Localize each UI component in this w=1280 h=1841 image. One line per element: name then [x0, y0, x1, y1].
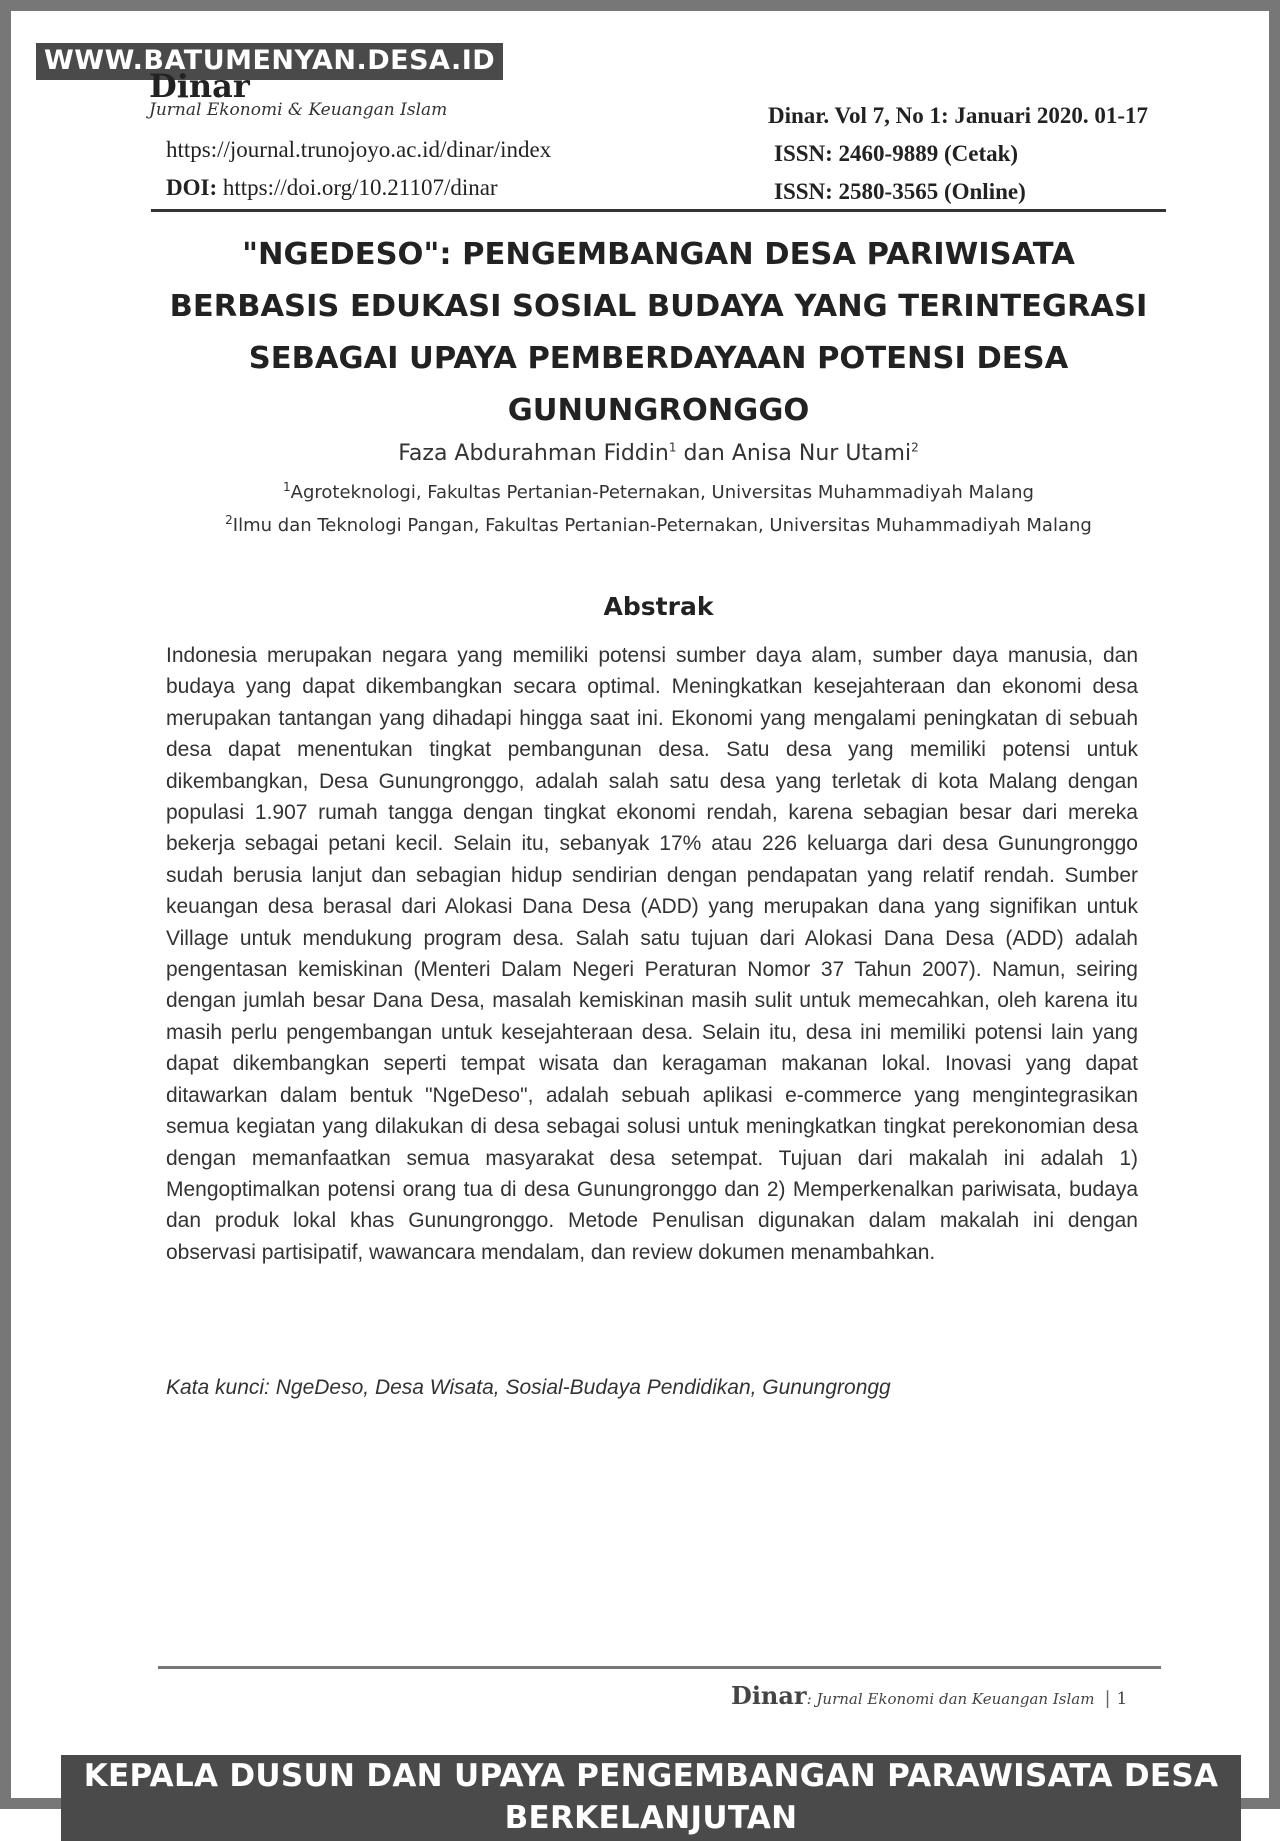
- page-number: 1: [1116, 1689, 1128, 1709]
- journal-doi-line: [166, 169, 551, 207]
- title-line: SEBAGAI UPAYA PEMBERDAYAAN POTENSI DESA: [248, 341, 1069, 376]
- issn-print: ISSN: 2460-9889 (Cetak): [774, 141, 1019, 166]
- author-name: Anisa Nur Utami: [731, 441, 912, 466]
- journal-logo-subtitle: Jurnal Ekonomi & Keuangan Islam: [149, 100, 448, 120]
- title-line: BERBASIS EDUKASI SOSIAL BUDAYA YANG TERINTEGRASI: [169, 289, 1148, 324]
- issn-online: ISSN: 2580-3565 (Online): [774, 179, 1026, 204]
- author-name: Faza Abdurahman Fiddin: [398, 441, 669, 466]
- affiliation: [151, 480, 1166, 506]
- footer-divider: [158, 1666, 1161, 1669]
- title-line: GUNUNGRONGGO: [507, 393, 810, 428]
- doi-label: DOI:: [166, 175, 218, 200]
- affiliation-text: Ilmu dan Teknologi Pangan, Fakultas Pertanian-Peternakan, Universitas Muhammadiyah Malang: [232, 515, 1092, 536]
- journal-issue-info: [768, 97, 1148, 211]
- paper-title: [151, 229, 1166, 437]
- footer-journal-name: : Jurnal Ekonomi dan Keuangan Islam: [806, 1690, 1095, 1708]
- journal-url: https://journal.trunojoyo.ac.id/dinar/index: [166, 137, 552, 162]
- journal-doi: https://doi.org/10.21107/dinar: [222, 175, 498, 200]
- affiliation-superscript: 1: [283, 480, 291, 494]
- author-superscript: 1: [668, 440, 677, 455]
- affiliation-text: Agroteknologi, Fakultas Pertanian-Peternakan, Universitas Muhammadiyah Malang: [290, 482, 1034, 503]
- keywords: Kata kunci: NgeDeso, Desa Wisata, Sosial-Budaya Pendidikan, Gunungrongg: [166, 1376, 891, 1399]
- footer-separator: |: [1104, 1688, 1111, 1709]
- author-superscript: 2: [911, 440, 919, 455]
- affiliation-superscript: 2: [225, 513, 233, 527]
- page-footer: [731, 1678, 1151, 1717]
- author-connector: dan: [676, 441, 732, 466]
- image-caption: KEPALA DUSUN DAN UPAYA PENGEMBANGAN PARAWISATA DESA BERKELANJUTAN: [61, 1755, 1241, 1841]
- abstract-body: Indonesia merupakan negara yang memiliki potensi sumber daya alam, sumber daya manusia, dan budaya yang dapat dikembangkan secara optimal. Meningkatkan kesejahteraan dan ekonomi desa merupakan tantangan yang dihadapi hingga saat ini. Ekonomi yang mengalami peningkatan di sebuah desa dapat menentukan tingkat pembangunan desa. Satu desa yang memiliki potensi untuk dikembangkan, Desa Gunungronggo, adalah salah satu desa yang terletak di kota Malang dengan populasi 1.907 rumah tangga dengan tingkat ekonomi rendah, karena sebagian besar dari mereka bekerja sebagai petani kecil. Selain itu, sebanyak 17% atau 226 keluarga dari desa Gunungronggo sudah berusia lanjut dan sebagian hidup sendirian dengan pendapatan yang relatif rendah. Sumber keuangan desa berasal dari Alokasi Dana Desa (ADD) yang merupakan dana yang signifikan untuk Village untuk mendukung program desa. Salah satu tujuan dari Alokasi Dana Desa (ADD) adalah pengentasan kemiskinan (Menteri Dalam Negeri Peraturan Nomor 37 Tahun 2007). Namun, seiring dengan jumlah besar Dana Desa, masalah kemiskinan masih sulit untuk memecahkan, oleh karena itu masih perlu pengembangan untuk kesejahteraan desa. Selain itu, desa ini memiliki potensi lain yang dapat dikembangkan seperti tempat wisata dan keragaman makanan lokal. Inovasi yang dapat ditawarkan dalam bentuk "NgeDeso", adalah sebuah aplikasi e-commerce yang mengintegrasikan semua kegiatan yang dilakukan di desa sebagai solusi untuk meningkatkan tingkat perekonomian desa dengan memanfaatkan semua masyarakat desa setempat. Tujuan dari makalah ini adalah 1) Mengoptimalkan potensi orang tua di desa Gunungronggo dan 2) Memperkenalkan pariwisata, budaya dan produk lokal khas Gunungronggo. Metode Penulisan digunakan dalam makalah ini dengan observasi partisipatif, wawancara mendalam, dan review dokumen menambahkan.: [166, 644, 1138, 1264]
- footer-logo-word: Dinar: [731, 1681, 807, 1710]
- journal-logo-word: Dinar: [149, 73, 250, 99]
- affiliation: [151, 513, 1166, 539]
- journal-volume: Dinar. Vol 7, No 1: Januari 2020. 01-17: [768, 103, 1148, 128]
- journal-logo: [149, 73, 529, 121]
- journal-links: [166, 131, 551, 207]
- header-divider: [151, 209, 1166, 212]
- site-watermark: WWW.BATUMENYAN.DESA.ID: [36, 43, 503, 80]
- author-list: [151, 439, 1166, 469]
- title-line: "NGEDESO": PENGEMBANGAN DESA PARIWISATA: [242, 237, 1075, 272]
- abstract-heading: Abstrak: [603, 592, 714, 621]
